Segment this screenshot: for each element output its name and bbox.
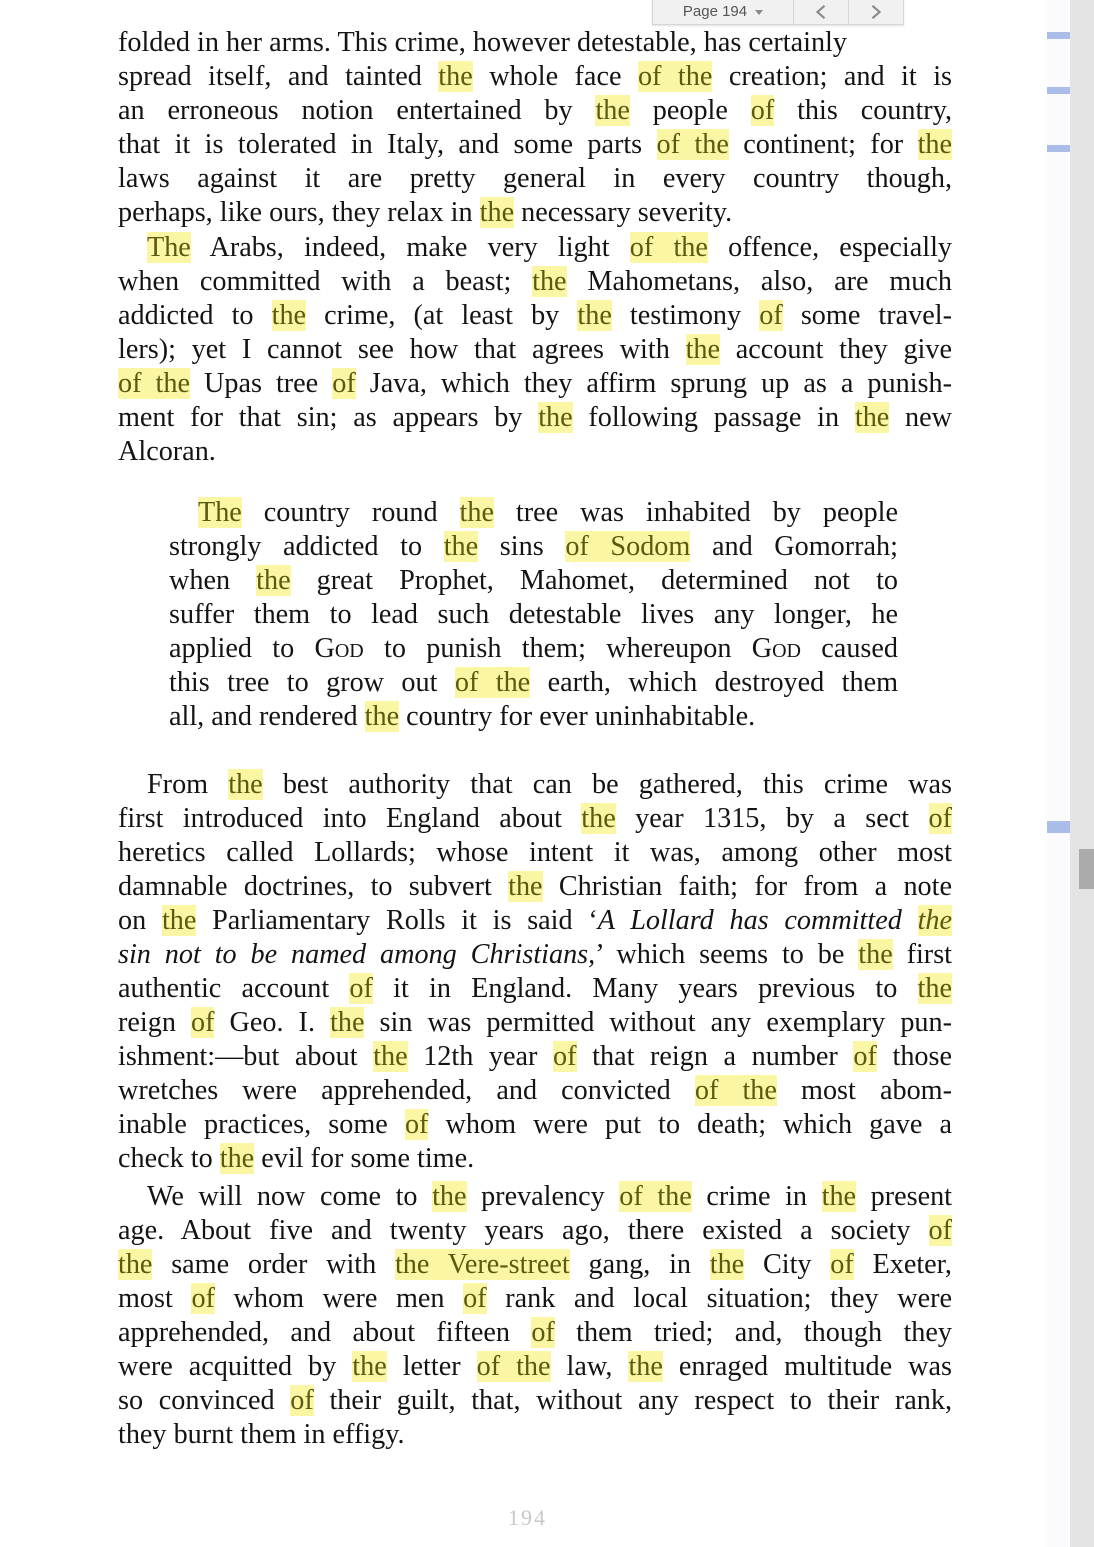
text-run: ishment:—but about — [118, 1041, 374, 1072]
text-run: that reign a number — [576, 1041, 854, 1072]
text-run: Parliamentary Rolls it is said ‘ — [196, 905, 598, 936]
text-run: applied to — [169, 633, 315, 664]
text-run: following passage in — [572, 402, 855, 433]
search-highlight: of — [531, 1317, 555, 1348]
search-highlight: the — [438, 61, 473, 92]
text-run: letter — [386, 1351, 477, 1382]
text-run: when — [169, 565, 257, 596]
search-highlight: of the — [454, 667, 531, 698]
text-run: sin not to be named among Christians, — [118, 939, 596, 970]
search-highlight: of Sodom — [565, 531, 691, 562]
search-highlight: of — [750, 95, 775, 126]
text-run: most abom- — [776, 1075, 952, 1106]
page-navigation-toolbar — [652, 0, 904, 25]
text-run: suffer them to lead such detestable lives any longer, he — [169, 599, 898, 630]
text-run: City — [744, 1249, 831, 1280]
search-highlight: the — [364, 701, 400, 732]
text-line — [118, 1142, 474, 1176]
text-line — [118, 94, 952, 128]
page-label: Page 194 — [682, 3, 748, 20]
search-highlight: of — [928, 1215, 952, 1246]
text-run: great Prophet, Mahomet, determined not to — [290, 565, 898, 596]
search-hit-marker[interactable] — [1047, 87, 1070, 94]
text-run: whole face — [472, 61, 638, 92]
text-line — [118, 26, 847, 60]
text-line — [118, 299, 952, 333]
search-highlight: the — [228, 769, 263, 800]
text-run: offence, especially — [707, 232, 952, 263]
text-run: whom were men — [214, 1283, 464, 1314]
vertical-scrollbar[interactable] — [1070, 0, 1094, 1547]
text-run: gang, in — [569, 1249, 710, 1280]
text-line — [118, 1350, 952, 1384]
text-run: their guilt, that, without any respect to their rank, — [313, 1385, 952, 1416]
text-line — [118, 1214, 952, 1248]
search-highlight: the — [330, 1007, 365, 1038]
text-run: on — [118, 905, 162, 936]
text-line — [169, 700, 755, 734]
text-run: 12th year — [407, 1041, 554, 1072]
text-run: addicted to — [118, 300, 272, 331]
text-run: We will now come to — [147, 1181, 433, 1212]
text-run: Upas tree — [189, 368, 333, 399]
quote-line — [169, 598, 898, 632]
text-run: apprehended, and about fifteen — [118, 1317, 532, 1348]
text-run: country for ever uninhabitable. — [399, 701, 756, 732]
search-highlight: of — [553, 1041, 577, 1072]
text-run: were acquitted by — [118, 1351, 353, 1382]
text-run: that it is tolerated in Italy, and some parts — [118, 129, 657, 160]
text-run: Christian faith; for from a note — [542, 871, 952, 902]
text-run: best authority that can be gathered, this crime was — [262, 769, 952, 800]
search-highlight: the — [508, 871, 543, 902]
text-run: age. About five and twenty years ago, there existed a society — [118, 1215, 929, 1246]
text-line — [118, 972, 952, 1006]
text-run: present — [856, 1181, 953, 1212]
text-line — [118, 802, 952, 836]
search-highlight: the — [271, 300, 307, 331]
text-line — [118, 1316, 952, 1350]
text-run: ’ which seems to be — [595, 939, 859, 970]
text-run: tree was inhabited by people — [493, 497, 898, 528]
text-line — [118, 162, 952, 196]
search-highlight: the — [917, 905, 953, 936]
search-highlight: the — [256, 565, 291, 596]
text-line — [118, 401, 952, 435]
text-run: same order with — [152, 1249, 395, 1280]
text-run: spread itself, and tainted — [118, 61, 439, 92]
text-run: Alcoran. — [118, 436, 216, 467]
text-line — [118, 1418, 405, 1452]
quote-line — [198, 496, 898, 530]
text-line — [118, 1248, 952, 1282]
search-hit-marker[interactable] — [1047, 32, 1070, 39]
text-run: check to — [118, 1143, 220, 1174]
search-highlight: the — [432, 1181, 467, 1212]
text-run: and Gomorrah; — [690, 531, 898, 562]
text-run: wretches were apprehended, and convicted — [118, 1075, 695, 1106]
text-run: them tried; and, though they — [554, 1317, 952, 1348]
search-highlight: the — [479, 197, 515, 228]
search-highlight: of the — [694, 1075, 777, 1106]
text-run: God — [314, 633, 364, 664]
text-line — [118, 904, 952, 938]
text-run: earth, which destroyed them — [530, 667, 899, 698]
text-run: creation; and it is — [712, 61, 952, 92]
text-line — [118, 1040, 952, 1074]
search-highlight: of — [928, 803, 952, 834]
search-highlight: the — [118, 1249, 153, 1280]
text-run: those — [876, 1041, 953, 1072]
chevron-right-icon — [869, 4, 883, 20]
search-highlight: of the — [656, 129, 729, 160]
search-highlight: the — [858, 939, 893, 970]
search-highlight: the — [581, 803, 616, 834]
search-highlight: the — [821, 1181, 857, 1212]
text-run: account they give — [720, 334, 952, 365]
text-run: crime, (at least by — [306, 300, 578, 331]
search-highlight: of — [191, 1283, 215, 1314]
text-run: law, — [550, 1351, 629, 1382]
quote-line — [169, 530, 898, 564]
text-run: heretics called Lollards; whose intent it was, among other most — [118, 837, 952, 868]
previous-page-button[interactable] — [794, 0, 849, 24]
text-line — [118, 1282, 952, 1316]
search-highlight: The — [198, 497, 242, 528]
text-run: year 1315, by a sect — [615, 803, 929, 834]
text-run: an erroneous notion entertained by — [118, 95, 596, 126]
text-run: this tree to grow out — [169, 667, 455, 698]
search-highlight: the — [685, 334, 721, 365]
text-run: continent; for — [728, 129, 918, 160]
text-run: inable practices, some — [118, 1109, 405, 1140]
text-run: Mahometans, also, are much — [566, 266, 953, 297]
text-run: so convinced — [118, 1385, 291, 1416]
text-run: ment for that sin; as appears by — [118, 402, 539, 433]
search-highlight: the — [459, 497, 494, 528]
text-run: it in England. Many years previous to — [372, 973, 918, 1004]
search-highlight: the — [628, 1351, 663, 1382]
text-run: perhaps, like ours, they relax in — [118, 197, 480, 228]
search-highlight: of — [332, 368, 356, 399]
search-highlight: of — [853, 1041, 877, 1072]
text-run: sins — [478, 531, 566, 562]
text-run: evil for some time. — [254, 1143, 475, 1174]
search-highlight: the Vere-street — [394, 1249, 570, 1280]
text-run: God — [751, 633, 801, 664]
search-highlight: the — [917, 973, 952, 1004]
search-highlight: of — [830, 1249, 854, 1280]
text-run: people — [629, 95, 751, 126]
text-run: Arabs, indeed, make very light — [190, 232, 630, 263]
text-run: enraged multitude was — [662, 1351, 952, 1382]
search-highlight: of — [349, 973, 373, 1004]
text-run: rank and local situation; they were — [486, 1283, 952, 1314]
text-run: most — [118, 1283, 192, 1314]
text-run: to punish them; whereupon — [363, 633, 752, 664]
text-run: lers); yet I cannot see how that agrees with — [118, 334, 686, 365]
text-line — [118, 367, 952, 401]
search-highlight: of the — [118, 368, 190, 399]
text-line — [118, 265, 952, 299]
text-run: reign — [118, 1007, 191, 1038]
text-line — [118, 128, 952, 162]
search-highlight: the — [532, 266, 567, 297]
search-hit-marker[interactable] — [1047, 821, 1070, 833]
text-run: Java, which they affirm sprung up as a punish- — [355, 368, 952, 399]
text-line — [118, 1108, 952, 1142]
text-run: folded in her arms. This crime, however — [118, 27, 577, 58]
search-highlight: the — [161, 905, 197, 936]
search-highlight: the — [219, 1143, 255, 1174]
text-run: prevalency — [466, 1181, 620, 1212]
text-run: Exeter, — [853, 1249, 952, 1280]
text-run: new — [889, 402, 953, 433]
search-highlight: the — [709, 1249, 745, 1280]
text-line — [147, 231, 952, 265]
next-page-button[interactable] — [849, 0, 903, 24]
text-run: damnable doctrines, to subvert — [118, 871, 509, 902]
text-run: testimony — [611, 300, 760, 331]
text-run: Geo. I. — [214, 1007, 331, 1038]
text-line — [118, 60, 952, 94]
page-select-dropdown[interactable] — [653, 0, 794, 24]
search-highlight: the — [577, 300, 612, 331]
text-run: crime in — [691, 1181, 822, 1212]
search-highlight: the — [352, 1351, 387, 1382]
text-line — [147, 1180, 952, 1214]
text-line — [118, 1006, 952, 1040]
search-results-gutter — [1047, 0, 1070, 1547]
text-run: strongly addicted to — [169, 531, 444, 562]
search-highlight: the — [595, 95, 630, 126]
text-line — [118, 196, 732, 230]
search-highlight: of — [463, 1283, 487, 1314]
quote-line — [169, 632, 898, 666]
text-run: first — [892, 939, 952, 970]
search-hit-marker[interactable] — [1047, 145, 1070, 152]
search-highlight: of — [290, 1385, 314, 1416]
text-line — [118, 870, 952, 904]
text-run: authentic account — [118, 973, 350, 1004]
text-run: laws against it are pretty general in every country though, — [118, 163, 952, 194]
caret-down-icon — [755, 10, 763, 15]
text-run: this country, — [774, 95, 953, 126]
scrollbar-thumb[interactable] — [1079, 849, 1094, 889]
text-run: country round — [241, 497, 460, 528]
text-run: necessary severity. — [514, 197, 733, 228]
chevron-left-icon — [814, 4, 828, 20]
text-run: detestable, has certainly — [576, 27, 847, 58]
search-highlight: of — [404, 1109, 429, 1140]
text-run: whom were put to death; which gave a — [428, 1109, 953, 1140]
page-number-footer: 194 — [508, 1505, 547, 1530]
text-line — [118, 836, 952, 870]
search-highlight: of — [759, 300, 783, 331]
text-line — [118, 938, 952, 972]
text-run: some travel- — [782, 300, 952, 331]
quote-line — [169, 666, 898, 700]
text-line — [118, 1384, 952, 1418]
search-highlight: the — [854, 402, 890, 433]
search-highlight: of — [190, 1007, 215, 1038]
quote-line — [169, 564, 898, 598]
search-highlight: of the — [629, 232, 708, 263]
text-run: when committed with a beast; — [118, 266, 533, 297]
search-highlight: the — [917, 129, 952, 160]
text-line — [118, 333, 952, 367]
search-highlight: The — [147, 232, 191, 263]
text-run: all, and rendered — [169, 701, 365, 732]
text-line — [118, 1074, 952, 1108]
text-run: A Lollard has committed — [597, 905, 918, 936]
search-highlight: the — [373, 1041, 408, 1072]
text-run: first introduced into England about — [118, 803, 582, 834]
text-line — [118, 435, 216, 469]
text-run: they burnt them in effigy. — [118, 1419, 405, 1450]
text-run: sin was permitted without any exemplary pun- — [364, 1007, 952, 1038]
search-highlight: the — [538, 402, 573, 433]
search-highlight: of the — [637, 61, 713, 92]
text-run: From — [147, 769, 229, 800]
search-highlight: of the — [619, 1181, 692, 1212]
text-run: caused — [801, 633, 898, 664]
text-line — [147, 768, 952, 802]
search-highlight: of the — [476, 1351, 551, 1382]
search-highlight: the — [443, 531, 479, 562]
